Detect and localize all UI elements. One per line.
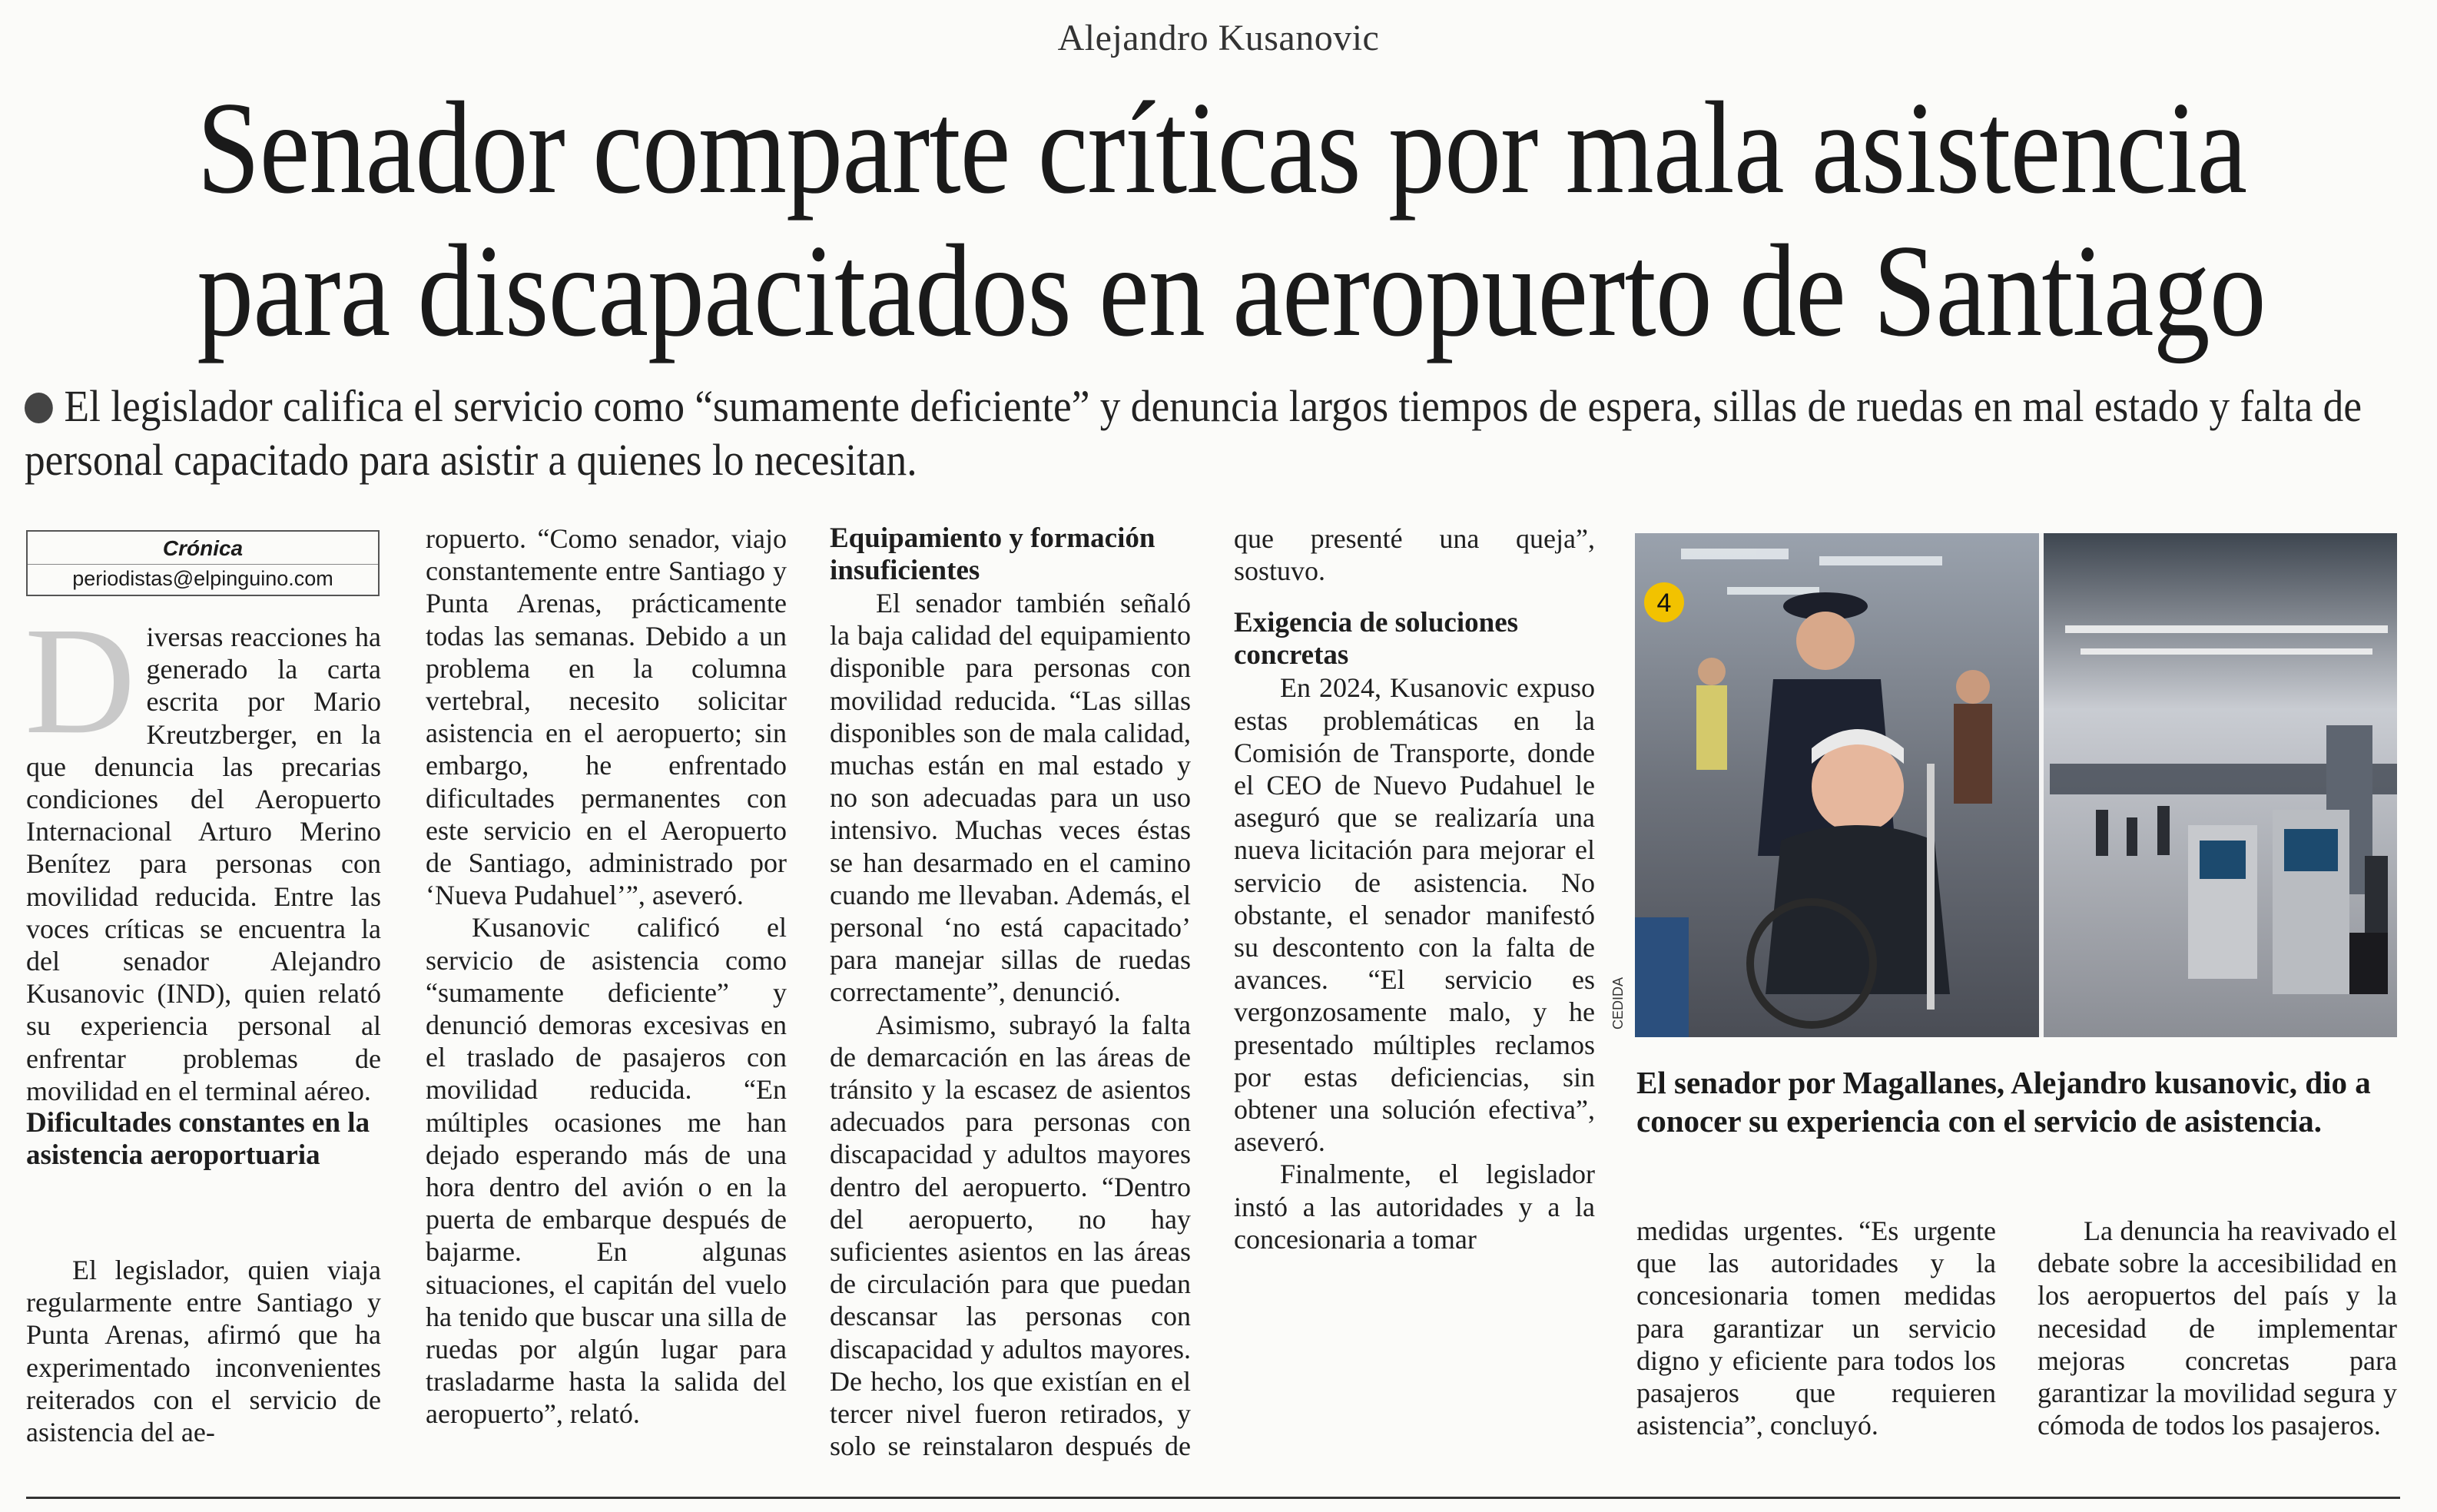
section-divider bbox=[28, 564, 378, 565]
paragraph-4: El senador también señaló la baja calidad del equipamiento disponible para personas con movilidad reducida. “Las sillas disponibles son de mala calidad, muchas están en mal estado y no son adecuadas para un uso intensivo. Muchas veces éstas se han desarmado en el camino cuando me llevaban. Además, el personal ‘no está capacitado’ para manejar sillas de ruedas correctamente”, denunció. bbox=[830, 588, 1191, 1008]
paragraph-intro: iversas reacciones ha generado la carta escrita por Mario Kreutzberger, en la que denuncia las precarias condiciones del Aeropuerto Internacional Arturo Merino Benítez para personas con movilidad reducida. Entre las voces críticas se encuentra la del senador Alejandro Kusanovic (IND), quien relató su experiencia personal al enfrentar problemas de movilidad en el terminal aéreo. bbox=[26, 622, 381, 1106]
paragraph-2-start: El legislador, quien viaja regularmente entre Santiago y Punta Arenas, afirmó que ha experimentado inconvenientes reiterados con el servicio de asistencia del ae- bbox=[26, 1255, 381, 1448]
drop-cap: D bbox=[25, 596, 136, 766]
paragraph-5: Asimismo, subrayó la falta de demarcación en las áreas de tránsito y la escasez de asientos adecuados para personas con discapacidad y adultos mayores dentro del aeropuerto. “Dentro del aeropuerto, no hay suficientes asientos en las áreas de circulación para que puedan descansar las personas con discapacidad y adultos mayores. De hecho, los que existían en el tercer nivel fueron retirados, y solo se reinstalaron después de que presenté una queja”, sostuvo. bbox=[830, 523, 1595, 1462]
subheading-dificultades: Dificultades constantes en la asistencia aeroportuaria bbox=[26, 1107, 370, 1172]
bottom-rule bbox=[26, 1497, 2400, 1499]
section-box bbox=[26, 530, 380, 596]
headline-line-2: para discapacitados en aeropuerto de Santiago bbox=[197, 218, 2266, 364]
paragraph-7-end: medidas urgentes. “Es urgente que las autoridades y la concesionaria tomen medidas para garantizar un servicio digno y eficiente para todos los pasajeros que requieren asistencia”, concluyó. bbox=[1636, 1215, 1996, 1441]
headline-line-1: Senador comparte críticas por mala asistencia bbox=[197, 75, 2247, 221]
paragraph-7-start: Finalmente, el legislador instó a las autoridades y a la concesionaria a tomar bbox=[1234, 1159, 1595, 1255]
photo-caption: El senador por Magallanes, Alejandro kusanovic, dio a conocer su experiencia con el servicio de asistencia. bbox=[1636, 1065, 2371, 1139]
headline bbox=[197, 75, 2266, 364]
paragraph-6: En 2024, Kusanovic expuso estas problemáticas en la Comisión de Transporte, donde el CEO de Nuevo Pudahuel le aseguró que se realizaría una nueva licitación para mejorar el servicio de asistencia. No obstante, el senador manifestó su descontento con la falta de avances. “El servicio es vergonzosamente malo, y he presentado múltiples reclamos por estas deficiencias, sin obtener una solución efectiva”, aseveró. bbox=[1234, 672, 1595, 1158]
subheading-equipamiento: Equipamiento y formación insuficientes bbox=[830, 522, 1156, 586]
column-5 bbox=[1636, 1215, 1996, 1441]
bullet-icon bbox=[25, 393, 53, 423]
body-flow bbox=[26, 1254, 381, 1484]
gate-sign: 4 bbox=[1656, 589, 1672, 618]
byline: Alejandro Kusanovic bbox=[1057, 18, 1380, 58]
lead-paragraph bbox=[25, 380, 2376, 487]
column-1-continued bbox=[26, 1254, 381, 1448]
lead-text: El legislador califica el servicio como “sumamente deficiente” y denuncia largos tiempos de espera, sillas de ruedas en mal estado y falta de personal capacitado para asistir a quienes lo necesitan. bbox=[25, 381, 2362, 485]
column-6 bbox=[2037, 1215, 2397, 1441]
contact-email: periodistas@elpinguino.com bbox=[72, 567, 333, 590]
section-label: Crónica bbox=[162, 536, 244, 560]
photo-illustration bbox=[1635, 533, 2397, 1037]
article-photo bbox=[1635, 533, 2397, 1037]
paragraph-8: La denuncia ha reavivado el debate sobre la accesibilidad en los aeropuertos del país y la necesidad de implementar mejoras concretas para garantizar la movilidad segura y cómoda de todos los pasajeros. bbox=[2037, 1215, 2397, 1441]
paragraph-2-cont: ropuerto. “Como senador, viajo constantemente entre Santiago y Punta Arenas, prácticamente todas las semanas. Debido a un problema en la columna vertebral, necesito solicitar asistencia en el aeropuerto; sin embargo, he enfrentado dificultades permanentes con este servicio en el Aeropuerto de Santiago, administrado por ‘Nueva Pudahuel’”, aseveró. bbox=[426, 523, 787, 911]
column-1 bbox=[25, 596, 381, 1172]
subheading-exigencia: Exigencia de soluciones concretas bbox=[1234, 607, 1519, 671]
photo-credit: CEDIDA bbox=[1610, 976, 1626, 1030]
body-columns bbox=[426, 522, 1595, 1490]
paragraph-3: Kusanovic calificó el servicio de asistencia como “sumamente deficiente” y denunció demoras excesivas en el traslado de pasajeros con movilidad reducida. “En múltiples ocasiones me han dejado esperando más de una hora dentro del avión o en la puerta de embarque después de bajarme. En algunas situaciones, el capitán del vuelo ha tenido que buscar una silla de ruedas por algún lugar para trasladarme hasta la salida del aeropuerto”, relató. bbox=[426, 912, 787, 1430]
